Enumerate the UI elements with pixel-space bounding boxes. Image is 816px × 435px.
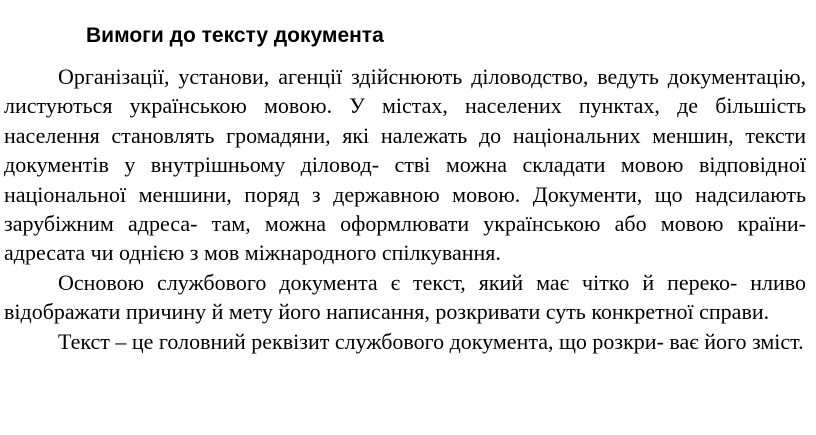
document-body	[4, 62, 806, 356]
paragraph-text-basis: Основою службового документа є текст, який має чітко й переко- нливо відображати причину й мету його написання, розкривати суть конкретної справи.	[4, 269, 806, 325]
document-title: Вимоги до тексту документа	[86, 24, 384, 47]
paragraph-text-definition: Текст – це головний реквізит службового документа, що розкри- ває його зміст.	[58, 328, 804, 354]
paragraph-language-requirements: Організації, установи, агенції здійснюють діловодство, ведуть документацію, листуються українською мовою. У містах, населених пунктах, де більшість населення становлять громадяни, які належать до національних меншин, тексти документів у внутрішньому діловод- стві можна складати мовою відповідної національної меншини, поряд з державною мовою. Документи, що надсилають зарубіжним адреса- там, можна оформлювати українською або мовою країни-адресата чи однією з мов міжнародного спілкування.	[4, 64, 806, 266]
